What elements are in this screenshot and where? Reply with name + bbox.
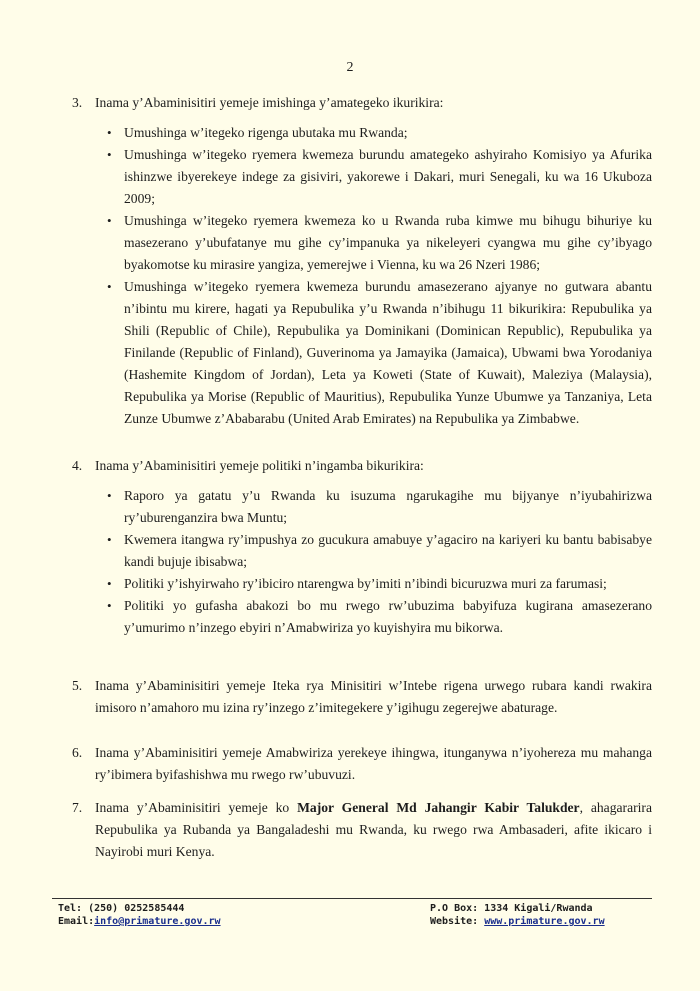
bullet-list [72, 122, 652, 430]
bullet-icon: • [107, 598, 112, 613]
list-item: • Umushinga w’itegeko ryemera kwemeza ko u Rwanda ruba kimwe mu bihugu bihuriye ku masezerano y’ubufatanye mu gihe cy’impanuka ya nikeleyeri cyangwa mu gihe cy’ibyago byakomotse ku mirasire yangiza, yemerejwe i Vienna, ku wa 26 Nzeri 1986; [72, 210, 652, 276]
email-link[interactable]: info@primature.gov.rw [94, 916, 221, 927]
resolution-item-3 [72, 92, 652, 430]
resolution-item-6 [72, 742, 652, 786]
ambassador-name: Major General Md Jahangir Kabir Talukder [297, 800, 580, 815]
resolution-item-4 [72, 455, 652, 639]
page-number: 2 [346, 60, 354, 75]
list-item: • Kwemera itangwa ry’impushya zo gucukura amabuye y’agaciro na kariyeri ku bantu babisabye kandi bujuje ibisabwa; [72, 529, 652, 573]
list-item: • Raporo ya gatatu y’u Rwanda ku isuzuma ngarukagihe mu bijyanye n’iyubahirizwa ry’uburenganzira bwa Muntu; [72, 485, 652, 529]
item-body: Inama y’Abaminisitiri yemeje Amabwiriza yerekeye ihingwa, itunganywa n’iyohereza mu mahanga ry’ibimera byifashishwa mu rwego rw’ubuvuzi. [95, 745, 652, 782]
item-number: 4. [72, 458, 83, 473]
footer-contact [58, 902, 221, 928]
resolution-item-5 [72, 675, 652, 719]
list-item: • Politiki y’ishyirwaho ry’ibiciro ntarengwa by’imiti n’ibindi bicuruzwa muri za farumasi; [72, 573, 652, 595]
footer-website-line: Website: www.primature.gov.rw [430, 916, 605, 927]
resolution-item-7 [72, 797, 652, 863]
item-number: 5. [72, 678, 83, 693]
bullet-icon: • [107, 279, 112, 294]
website-link[interactable]: www.primature.gov.rw [484, 916, 605, 927]
bullet-icon: • [107, 213, 112, 228]
item-body: Inama y’Abaminisitiri yemeje ko Major General Md Jahangir Kabir Talukder, ahagararira Repubulika ya Rubanda ya Bangaladeshi mu Rwanda, ku rwego rwa Ambasaderi, afite ikicaro i Nayirobi muri Kenya. [95, 800, 652, 859]
footer-email-line: Email:info@primature.gov.rw [58, 916, 221, 927]
item-body: Inama y’Abaminisitiri yemeje Iteka rya Minisitiri w’Intebe rigena urwego rubara kandi rwakira imisoro n’amahoro mu izina ry’inzego z’imitegekere y’igihugu zegerejwe abaturage. [95, 678, 652, 715]
item-heading: Inama y’Abaminisitiri yemeje politiki n’ingamba bikurikira: [95, 458, 424, 473]
footer-po-box: P.O Box: 1334 Kigali/Rwanda [430, 903, 593, 914]
list-item: • Umushinga w’itegeko ryemera kwemeza burundu amasezerano ajyanye no gutwara abantu n’ibintu mu kirere, hagati ya Repubulika y’u Rwanda n’ibihugu 11 bikurikira: Repubulika ya Shili (Republic of Chile), Repubulika ya Dominikani (Dominican Republic), Repubulika ya Finilande (Republic of Finland), Guverinoma ya Jamayika (Jamaica), Ubwami bwa Yorodaniya (Hashemite Kingdom of Jordan), Leta ya Koweti (State of Kuwait), Maleziya (Malaysia), Repubulika ya Morise (Republic of Mauritius), Repubulika Yunze Ubumwe ya Tanzaniya, Leta Zunze Ubumwe z’Ababarabu (United Arab Emirates) na Repubulika ya Zimbabwe. [72, 276, 652, 430]
bullet-icon: • [107, 576, 112, 591]
footer-address [430, 902, 605, 928]
footer-divider [52, 898, 652, 899]
item-number: 6. [72, 745, 83, 760]
bullet-icon: • [107, 532, 112, 547]
bullet-icon: • [107, 147, 112, 162]
list-item: • Politiki yo gufasha abakozi bo mu rwego rw’ubuzima babyifuza kugirana amasezerano y’umurimo n’inzego ebyiri n’Amabwiriza yo kuyishyira mu bikorwa. [72, 595, 652, 639]
footer-tel: Tel: (250) 0252585444 [58, 903, 185, 914]
list-item: • Umushinga w’itegeko rigenga ubutaka mu Rwanda; [72, 122, 652, 144]
item-heading: Inama y’Abaminisitiri yemeje imishinga y’amategeko ikurikira: [95, 95, 444, 110]
item-number: 7. [72, 800, 83, 815]
bullet-icon: • [107, 488, 112, 503]
list-item: • Umushinga w’itegeko ryemera kwemeza burundu amategeko ashyiraho Komisiyo ya Afurika ishinzwe ibyerekeye indege za gisiviri, yakorewe i Dakari, muri Senegali, ku wa 16 Ukuboza 2009; [72, 144, 652, 210]
bullet-list [72, 485, 652, 639]
bullet-icon: • [107, 125, 112, 140]
item-number: 3. [72, 95, 83, 110]
